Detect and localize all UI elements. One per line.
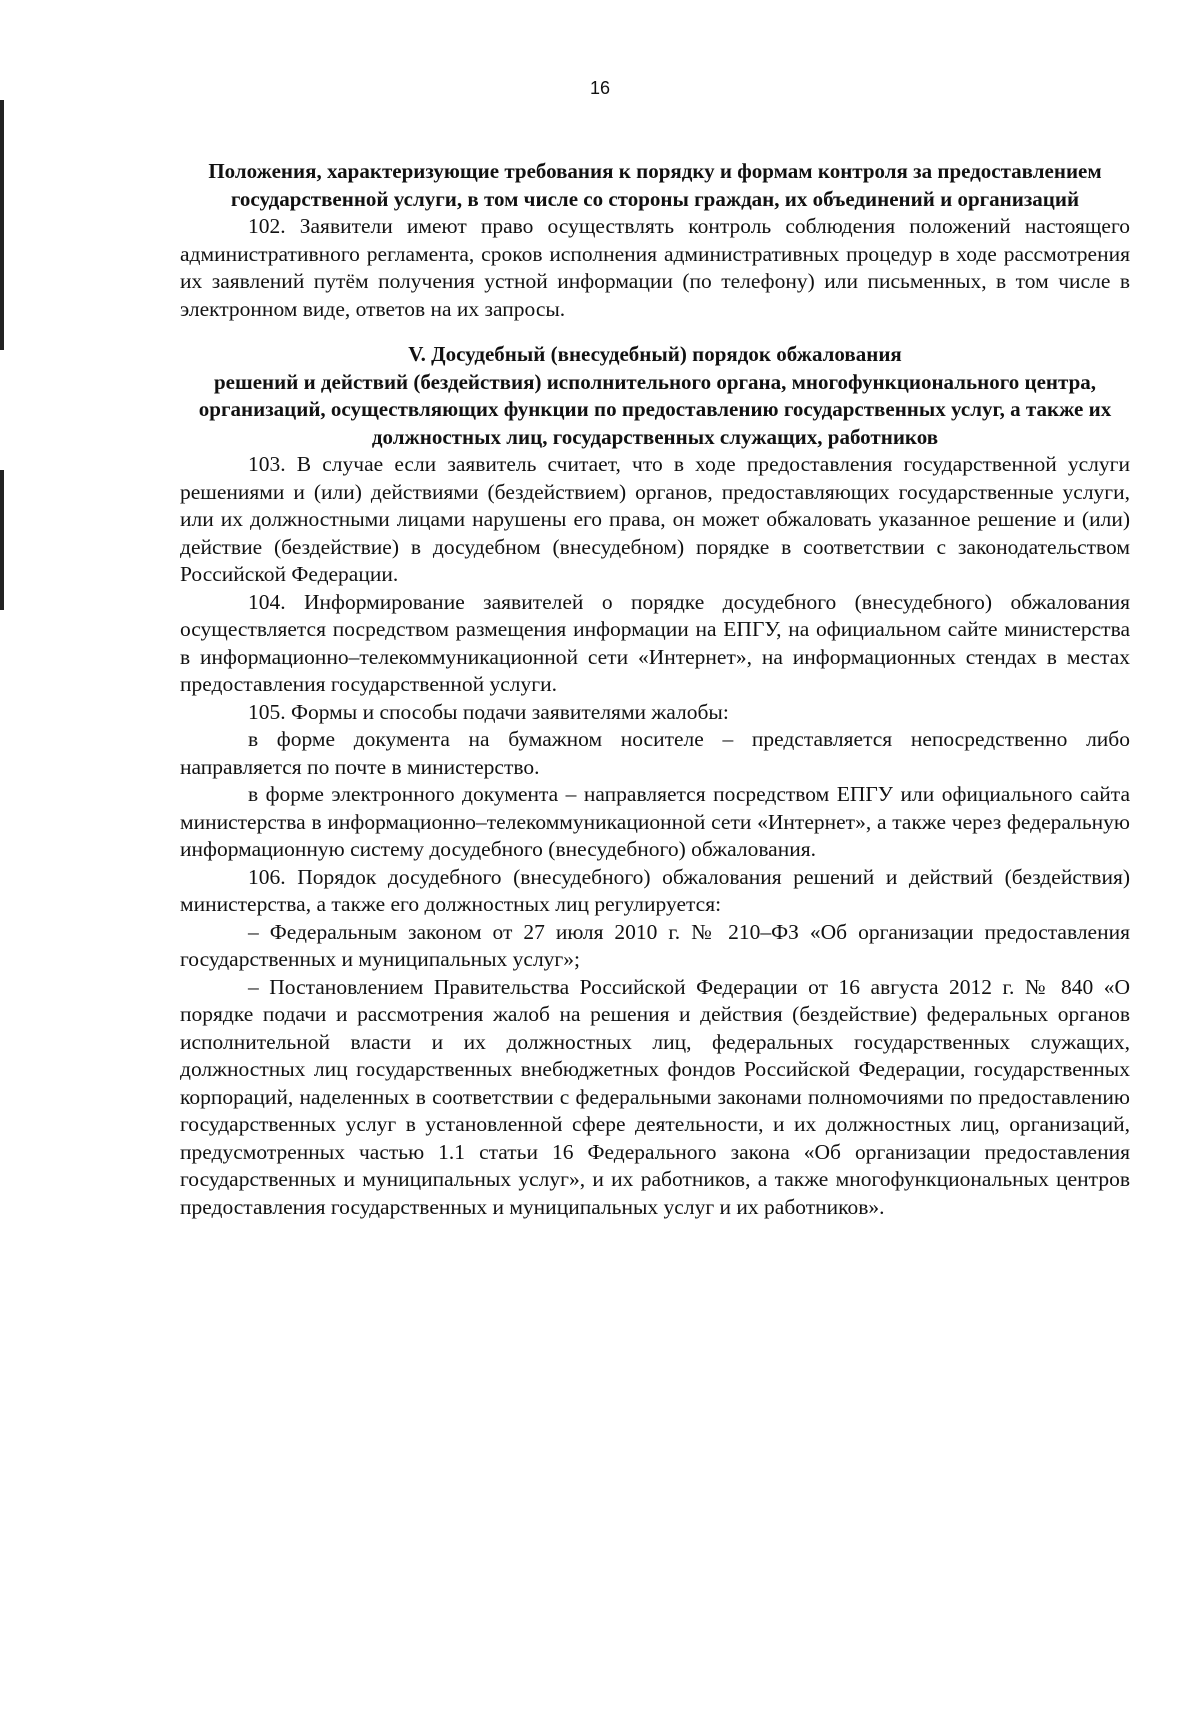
document-body (180, 158, 1130, 1221)
page-number: 16 (589, 78, 611, 98)
paragraph: в форме электронного документа – направляется посредством ЕПГУ или официального сайта министерства в информационно–телекоммуникационной сети «Интернет», а также через федеральную информационную систему досудебного (внесудебного) обжалования. (180, 782, 1130, 861)
paragraph: 105. Формы и способы подачи заявителями жалобы: (248, 699, 729, 724)
paragraph: – Постановлением Правительства Российской Федерации от 16 августа 2012 г. № 840 «О порядке подачи и рассмотрения жалоб на решения и действия (бездействие) федеральных органов исполнительной власти и их должностных лиц, федеральных государственных служащих, должностных лиц государственных внебюджетных фондов Российской Федерации, государственных корпораций, наделенных в соответствии с федеральными законами полномочиями по предоставлению государственных услуг в установленной сфере деятельности, и их должностных лиц, организаций, предусмотренных частью 1.1 статьи 16 Федерального закона «Об организации предоставления государственных и муниципальных услуг», и их работников, а также многофункциональных центров предоставления государственных и муниципальных услуг и их работников». (180, 974, 1130, 1219)
paragraph: 103. В случае если заявитель считает, что в ходе предоставления государственной услуги решениями и (или) действиями (бездействием) органов, предоставляющих государственные услуги, или их должностными лицами нарушены его права, он может обжаловать указанное решение и (или) действие (бездействие) в досудебном (внесудебном) порядке в соответствии с законодательством Российской Федерации. (180, 452, 1130, 586)
paragraph-group-b (180, 451, 1130, 1221)
section-heading-controls: Положения, характеризующие требования к порядку и формам контроля за предоставлением государственной услуги, в том числе со стороны граждан, их объединений и организаций (208, 159, 1102, 211)
scan-edge-mark (0, 100, 4, 350)
paragraph: 104. Информирование заявителей о порядке досудебного (внесудебного) обжалования осуществляется посредством размещения информации на ЕПГУ, на официальном сайте министерства в информационно–телекоммуникационной сети «Интернет», на информационных стендах в местах предоставления государственной услуги. (180, 589, 1130, 696)
paragraph: 106. Порядок досудебного (внесудебного) обжалования решений и действий (бездействия) министерства, а также его должностных лиц регулируется: (180, 864, 1130, 916)
paragraph: в форме документа на бумажном носителе – представляется непосредственно либо направляется по почте в министерство. (180, 727, 1130, 779)
section-heading-v-title: V. Досудебный (внесудебный) порядок обжалования (408, 342, 902, 366)
section-gap (180, 323, 1130, 341)
scan-edge-mark (0, 470, 4, 610)
paragraph: – Федеральным законом от 27 июля 2010 г. № 210–ФЗ «Об организации предоставления государственных и муниципальных услуг»; (180, 919, 1130, 971)
section-heading-v-subtitle: решений и действий (бездействия) исполнительного органа, многофункционального центра, организаций, осуществляющих функции по предоставлению государственных услуг, а также их должностных лиц, государственных служащих, работников (198, 369, 1112, 449)
paragraph-group-a (180, 213, 1130, 323)
paragraph: 102. Заявители имеют право осуществлять контроль соблюдения положений настоящего административного регламента, сроков исполнения административных процедур в ходе рассмотрения их заявлений путём получения устной информации (по телефону) или письменных, в том числе в электронном виде, ответов на их запросы. (180, 214, 1130, 321)
